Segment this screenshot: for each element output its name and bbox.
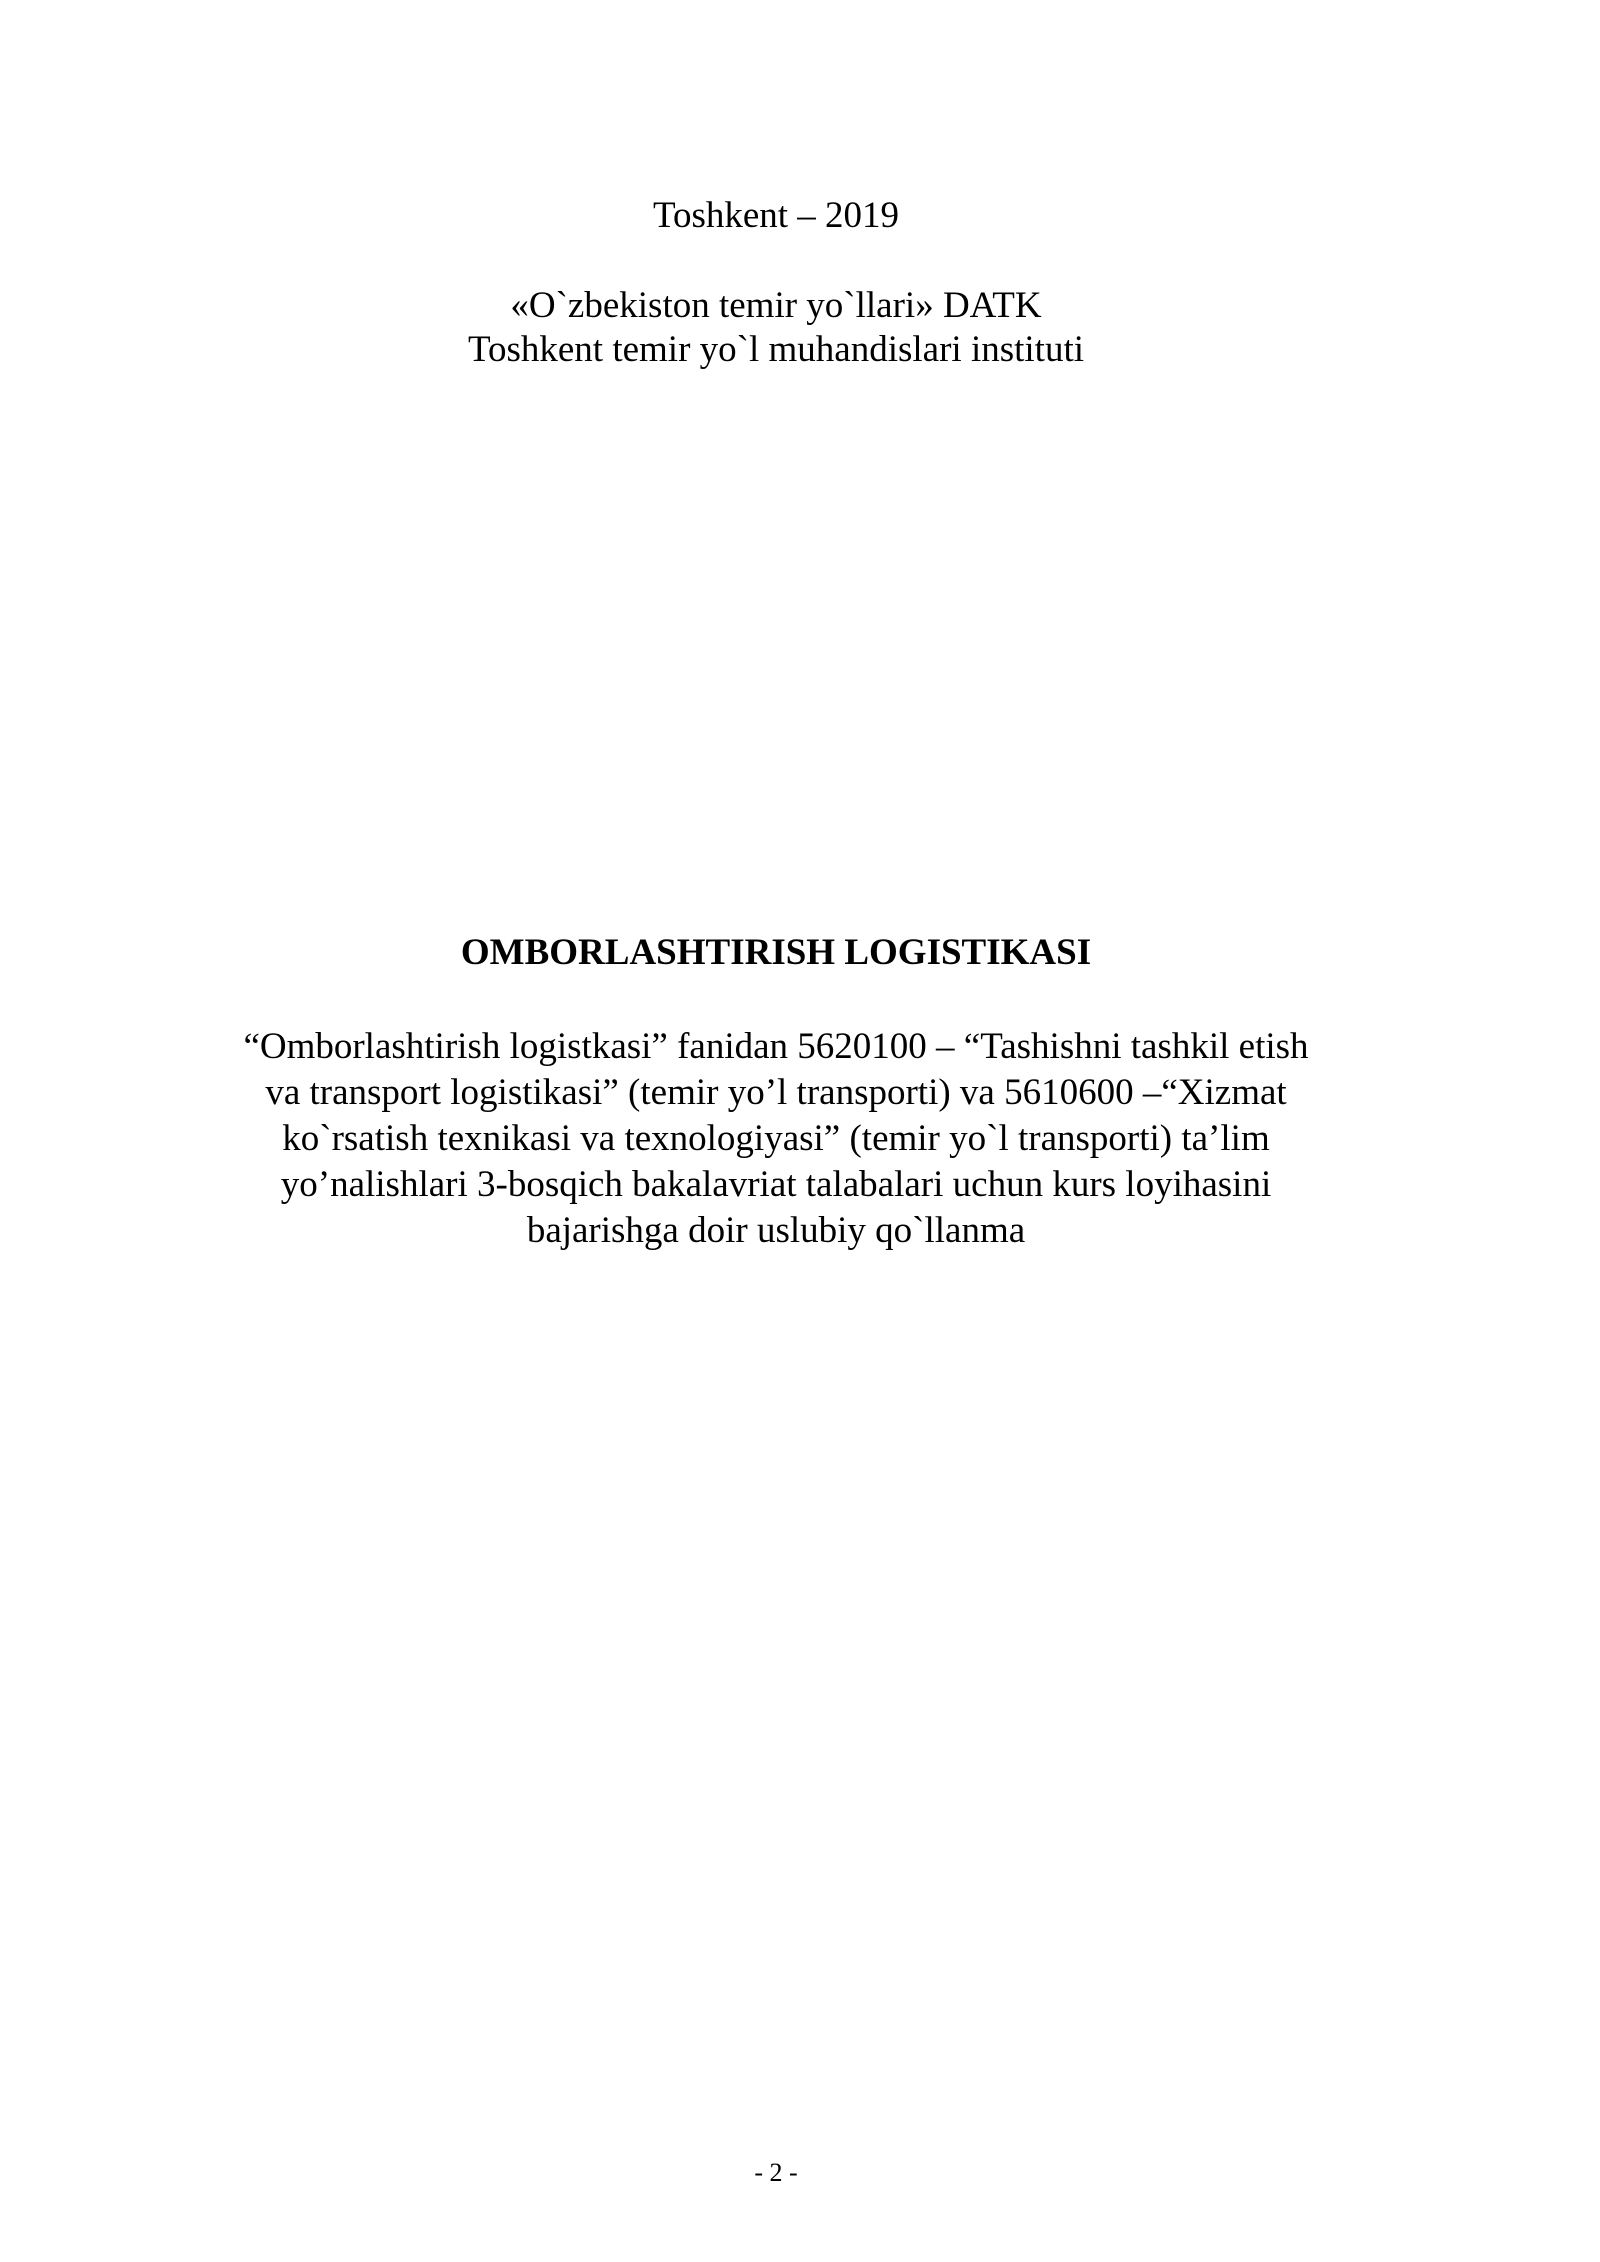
description-line: va transport logistikasi” (temir yo’l transporti) va 5610600 –“Xizmat [265,1072,1287,1113]
description-line: “Omborlashtirish logistkasi” fanidan 5620100 – “Tashishni tashkil etish [243,1026,1309,1067]
description-line: bajarishga doir uslubiy qo`llanma [526,1210,1026,1251]
description-line: yo’nalishlari 3-bosqich bakalavriat talabalari uchun kurs loyihasini [280,1164,1272,1205]
page-number: - 2 - [754,2158,798,2187]
document-title: OMBORLASHTIRISH LOGISTIKASI [460,932,1092,973]
city-year: Toshkent – 2019 [652,195,900,236]
description-block [0,1028,1576,1258]
institute-name: Toshkent temir yo`l muhandislari instituti [467,329,1085,370]
description-line: ko`rsatish texnikasi va texnologiyasi” (temir yo`l transporti) ta’lim [282,1118,1270,1159]
organization-block [0,287,1576,375]
organization-name: «O`zbekiston temir yo`llari» DATK [510,285,1042,326]
